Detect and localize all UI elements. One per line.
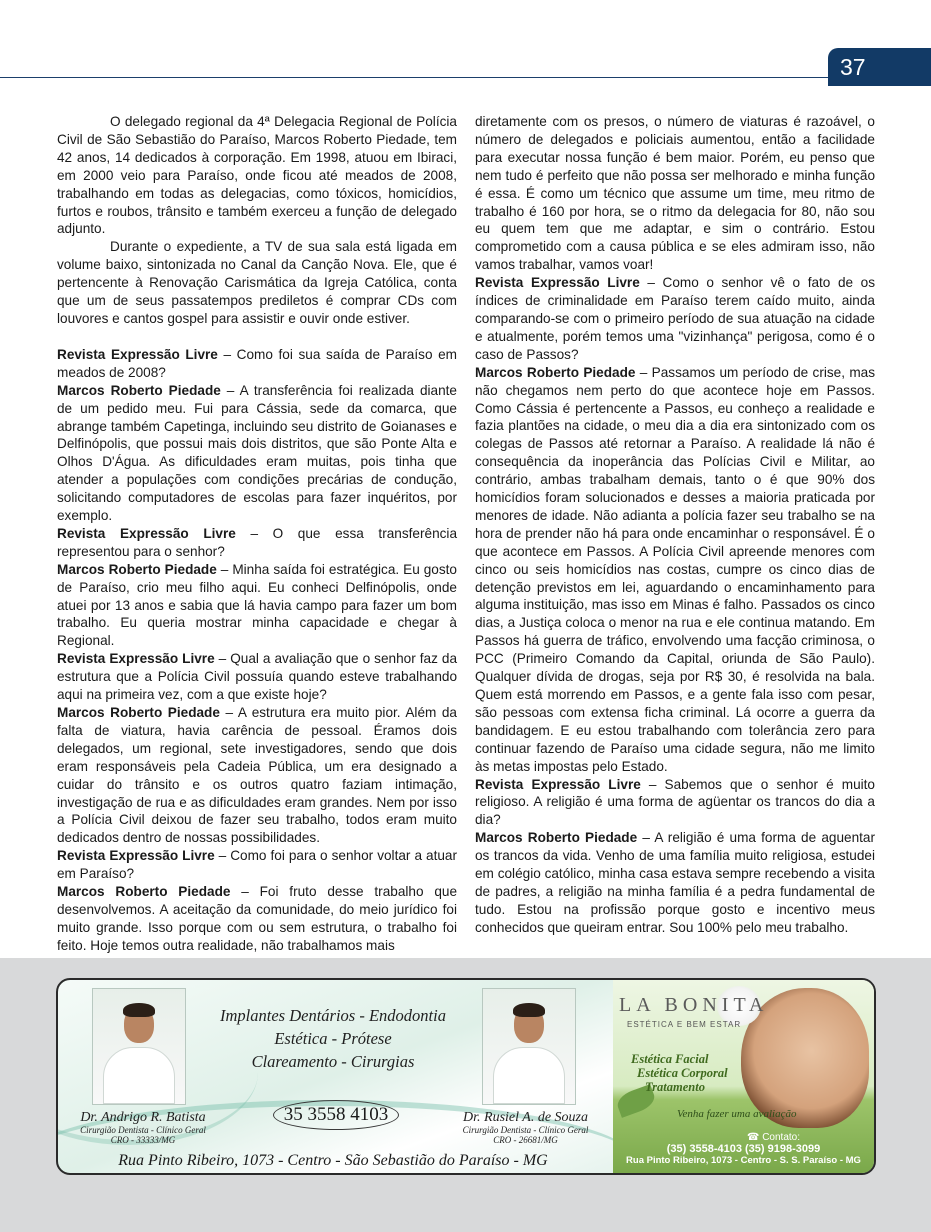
photo-figure: [493, 1047, 565, 1104]
doctor-name: Dr. Andrigo R. Batista: [80, 1110, 206, 1125]
beauty-address: Rua Pinto Ribeiro, 1073 - Centro - S. S. Paraíso - MG: [626, 1155, 861, 1166]
speaker-label: Revista Expressão Livre: [57, 525, 236, 541]
speaker-label: Revista Expressão Livre: [57, 651, 215, 667]
answer: [57, 883, 457, 955]
speaker-label: Marcos Roberto Piedade: [475, 830, 638, 846]
speaker-label: Marcos Roberto Piedade: [57, 705, 220, 720]
question-text: – Como foi para o senhor voltar a atuar em Paraíso?: [57, 848, 457, 882]
page-number: 37: [828, 48, 931, 86]
header-rule: [0, 77, 832, 78]
answer-text: – Passamos um período de crise, mas não chegamos nem perto do que acontece hoje em Passos. Como Cássia é pertencente a Passos, eu conheço a realidade e fazia plantões na cidade, o meu dia a dia era sintonizado com os colegas de Passos até retornar a Paraíso. A realidade lá não é consequência da inoperância das Polícias Civil e Militar, ao contrário, ambas trabalham demais, tanto o é que 90% dos homicídios foram solucionados e desses a maioria praticada por menores de idade. Não adianta a polícia fazer seu trabalho se na hora de prender não há para onde encaminhar o responsável. É o que acontece em Passos. A Polícia Civil apreende menores com cinco ou seis homicídios nas costas, cumpre os cinco dias de detenção previstos em lei, aguardando o encaminhamento para alguma instituição, mas isso em Minas é falho. Passados os cinco dias, a Justiça coloca o menor na rua e ele continua matando. Em Passos há guerra de tráfico, envolvendo uma facção criminosa, o PCC (Primeiro Comando da Capital, oriunda de São Paulo). Qualquer dívida de drogas, seja por R$ 30, é resolvida na bala. Quem está morrendo em Passos, e a gente fala isso com pesar, são pessoas com extensa ficha criminal. Lá ocorre a guerra da bandidagem. E eu estou trabalhando com tolerância zero para continuar fazendo de Paraíso uma cidade segura, não me limito às metas impostas pelo Estado.: [475, 364, 876, 774]
answer-continued: diretamente com os presos, o número de viaturas é razoável, o número de delegados e policiais aumentou, então a facilidade para executar nossa função é bem maior. Porém, eu penso que nem tudo é perfeito que não possa ser melhorado e minha função é essa. É como um técnico que assume um time, meu ritmo de trabalho é 160 por hora, se o ritmo da delegacia for 80, não sou eu quem tem que me adaptar, e sim o contrário. Estou comprometido com a causa pública e se eles admiram isso, não vamos trabalhar, vamos voar!: [475, 114, 875, 273]
answer: [475, 829, 875, 936]
question: [57, 525, 457, 561]
service-line: Estética Corporal: [637, 1066, 728, 1080]
advertisement-box[interactable]: [56, 978, 876, 1175]
question-text: – O que essa transferência representou para o senhor?: [57, 525, 458, 559]
answer-text: – A estrutura era muito pior. Além da falta de viatura, havia carência de pessoal. Éramos dois delegados, um regional, sete investigadores, sendo que dois eram responsáveis pela Cadeia Pública, um era designado a cuidar do trânsito e os outros quatro faziam intimação, investigação de rua e as dificuldades eram grandes. Nem por isso a Polícia Civil deixou de fazer seu trabalho, todos eram muito dedicados dentro de nossas possibilidades.: [57, 705, 457, 846]
photo-figure: [513, 1003, 545, 1017]
speaker-label: Marcos Roberto Piedade: [57, 884, 231, 900]
speaker-label: Marcos Roberto Piedade: [475, 364, 636, 380]
question-text: – Como foi sua saída de Paraíso em meados de 2008?: [57, 346, 458, 380]
answer: [57, 561, 457, 651]
dental-address: Rua Pinto Ribeiro, 1073 - Centro - São Sebastião do Paraíso - MG: [118, 1152, 548, 1169]
article-column-left: [57, 113, 457, 955]
speaker-label: Marcos Roberto Piedade: [57, 382, 221, 398]
service-line: Estética Facial: [631, 1052, 709, 1066]
doctor-cro: CRO - 33333/MG: [110, 1135, 176, 1145]
doctor-name: Dr. Rusiel A. de Souza: [463, 1110, 588, 1125]
doctor-photo: [92, 988, 186, 1105]
answer: [57, 382, 457, 525]
beauty-phones[interactable]: (35) 3558-4103 (35) 9198-3099: [666, 1143, 821, 1155]
beauty-services: [631, 1052, 728, 1094]
dental-ad[interactable]: [58, 980, 613, 1173]
service-line: Estética - Prótese: [274, 1029, 392, 1048]
answer: [57, 704, 457, 847]
question-text: – Sabemos que o senhor é muito religioso. A religião é uma forma de agüentar os trancos do dia a dia?: [475, 776, 875, 828]
beauty-tagline: ESTÉTICA E BEM ESTAR: [627, 1020, 742, 1029]
contact-label: [613, 1132, 874, 1143]
doctor-role: Cirurgião Dentista - Clínico Geral: [80, 1125, 206, 1135]
article-column-right: [475, 113, 875, 937]
doctor-credit: [68, 1110, 218, 1145]
question-text: – Qual a avaliação que o senhor faz da estrutura que a Polícia Civil possuía quando esteve trabalhando aqui na primeira vez, com a que existe hoje?: [57, 651, 458, 703]
paragraph: O delegado regional da 4ª Delegacia Regional de Polícia Civil de São Sebastião do Paraíso, Marcos Roberto Piedade, tem 42 anos, 14 dedicados à corporação. Em 1998, atuou em Ibiraci, em 2000 veio para Paraíso, onde ficou até meados de 2008, trabalhando em todas as delegacias, como tóxicos, homicídios, furtos e roubos, trânsito e também exerceu a função de delegado adjunto.: [57, 114, 457, 237]
doctor-photo: [482, 988, 576, 1105]
answer-text: – A religião é uma forma de aguentar os trancos da vida. Venho de uma família muito religiosa, estudei em colégio católico, minha casa estava sempre recebendo a visita de padres, a religião na minha família é a pedra fundamental de tudo. Estou na profissão porque gosto e incentivo meus conhecidos que queiram entrar. Sou 100% pelo meu trabalho.: [475, 830, 875, 935]
service-line: Tratamento: [645, 1080, 705, 1094]
doctor-cro: CRO - 26681/MG: [493, 1135, 558, 1145]
question: [57, 847, 457, 883]
question: [57, 650, 457, 704]
speaker-label: Revista Expressão Livre: [57, 346, 218, 362]
beauty-ad[interactable]: [613, 980, 874, 1173]
answer-text: – Foi fruto desse trabalho que desenvolvemos. A aceitação da comunidade, do meio jurídico foi muito grande. Isso porque com ou sem estrutura, o trabalho foi feito. Hoje temos outra realidade, não trabalhamos mais: [57, 884, 458, 953]
dental-services: [198, 1004, 468, 1073]
service-line: Implantes Dentários - Endodontia: [220, 1006, 446, 1025]
beauty-contact: [613, 1132, 874, 1166]
beauty-slogan: Venha fazer uma avaliação: [677, 1108, 797, 1120]
dental-phone[interactable]: 35 3558 4103: [273, 1100, 399, 1130]
doctor-role: Cirurgião Dentista - Clínico Geral: [462, 1125, 589, 1135]
answer-text: – A transferência foi realizada diante de um pedido meu. Fui para Cássia, sede da comarca, que abrange também Capetinga, incluindo seu distrito de Goianases e Delfinópolis, que possui mais dois distritos, que são Ponte Alta e Olhos D'Água. As dificuldades eram muitas, pois tinha que atender a populações com condições precárias de condução, solicitando computadores de escolas para fazer inquéritos, por exemplo.: [57, 382, 457, 524]
question-text: – Como o senhor vê o fato de os índices de criminalidade em Paraíso terem caído muito, ainda comparando-se com o primeiro período de sua atuação na cidade e atualmente, porém temos uma "vizinhança" perigosa, como é o caso de Passos?: [475, 275, 875, 362]
phone-icon: ☎: [746, 1132, 763, 1143]
answer-text: – Minha saída foi estratégica. Eu gosto de Paraíso, crio meu filho aqui. Eu conheci Delfinópolis, onde atuei por 13 anos e sabia que lá havia campo para fazer um bom trabalho. Eu queria mostrar minha capacidade e chegar à Regional.: [57, 561, 457, 649]
answer: [475, 364, 875, 776]
speaker-label: Revista Expressão Livre: [475, 275, 640, 291]
question: [475, 776, 875, 830]
service-line: Clareamento - Cirurgias: [251, 1052, 415, 1071]
paragraph: Durante o expediente, a TV de sua sala está ligada em volume baixo, sintonizada no Canal da Canção Nova. Ele, que é pertencente à Renovação Carismática da Igreja Católica, conta que um de seus passatempos prediletos é comprar CDs com louvores e cantos gospel para assistir e ouvir onde estiver.: [57, 239, 457, 326]
speaker-label: Revista Expressão Livre: [475, 776, 641, 792]
speaker-label: Revista Expressão Livre: [57, 848, 215, 864]
speaker-label: Marcos Roberto Piedade: [57, 561, 217, 577]
question: [57, 346, 457, 382]
contact-label-text: Contato:: [762, 1132, 801, 1143]
photo-figure: [123, 1003, 155, 1017]
question: [475, 274, 875, 364]
photo-figure: [103, 1047, 175, 1104]
doctor-credit: [453, 1110, 598, 1145]
beauty-brand: LA BONITA: [619, 994, 769, 1016]
